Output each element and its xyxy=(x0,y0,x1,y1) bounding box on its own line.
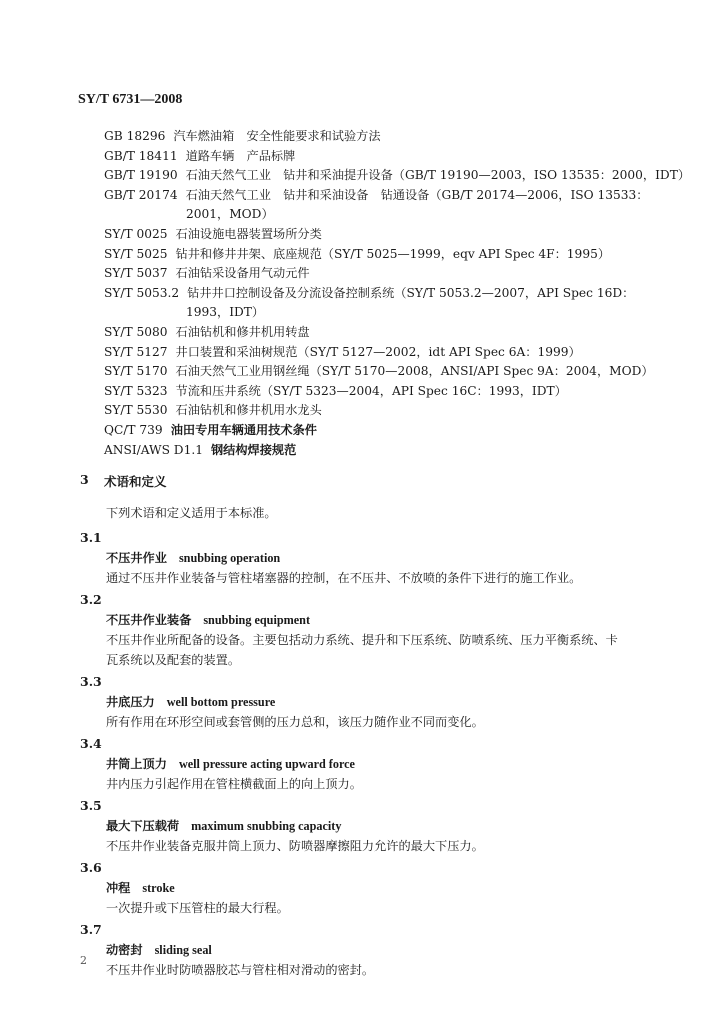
term-name-zh: 不压井作业 xyxy=(106,551,167,565)
reference-code: ANSI/AWS D1.1 xyxy=(104,442,203,457)
term-number: 3.4 xyxy=(80,736,102,751)
reference-item xyxy=(104,382,664,402)
reference-item xyxy=(104,245,664,265)
reference-item xyxy=(104,284,664,304)
term-name-zh: 不压井作业装备 xyxy=(106,613,192,627)
reference-title: 汽车燃油箱 安全性能要求和试验方法 xyxy=(173,129,381,143)
term-entry xyxy=(80,672,640,732)
term-name-zh: 最大下压载荷 xyxy=(106,819,180,833)
term-number: 3.5 xyxy=(80,798,102,813)
term-entry xyxy=(80,858,640,918)
reference-title: 石油钻机和修井机用转盘 xyxy=(175,324,310,339)
section-intro: 下列术语和定义适用于本标准。 xyxy=(106,506,277,520)
reference-title: 石油钻机和修井机用水龙头 xyxy=(175,403,322,418)
reference-title: 钻井井口控制设备及分流设备控制系统（SY/T 5053.2—2007，API Spec 16D： xyxy=(187,285,635,300)
term-name xyxy=(80,692,640,712)
reference-item xyxy=(104,441,664,461)
term-definition: 井内压力引起作用在管柱横截面上的向上顶力。 xyxy=(106,777,362,791)
term-definition: 不压井作业装备克服井筒上顶力、防喷器摩擦阻力允许的最大下压力。 xyxy=(106,839,484,853)
reference-continuation: 2001，MOD） xyxy=(186,207,274,222)
reference-item xyxy=(104,264,664,284)
term-entry xyxy=(80,734,640,794)
term-name-zh: 井底压力 xyxy=(106,695,155,709)
term-definition: 通过不压井作业装备与管柱堵塞器的控制，在不压井、不放喷的条件下进行的施工作业。 xyxy=(106,571,582,585)
reference-code: GB/T 19190 xyxy=(104,168,178,183)
term-number: 3.2 xyxy=(80,592,102,607)
term-number: 3.7 xyxy=(80,922,102,937)
reference-item xyxy=(104,421,664,441)
term-definition: 一次提升或下压管柱的最大行程。 xyxy=(106,901,289,915)
document-header: SY/T 6731—2008 xyxy=(78,92,183,107)
term-name-zh: 井筒上顶力 xyxy=(106,757,167,771)
reference-item xyxy=(104,362,664,382)
term-number: 3.3 xyxy=(80,674,102,689)
reference-item xyxy=(104,401,664,421)
term-name xyxy=(80,754,640,774)
reference-code: SY/T 5323 xyxy=(104,383,168,398)
term-definition-line: 不压井作业所配备的设备。主要包括动力系统、提升和下压系统、防喷系统、压力平衡系统、卡 xyxy=(106,633,618,647)
term-name-en: maximum snubbing capacity xyxy=(191,819,342,833)
reference-code: SY/T 0025 xyxy=(104,226,168,241)
reference-title: 石油设施电器装置场所分类 xyxy=(175,226,322,241)
reference-continuation: 1993，IDT） xyxy=(186,305,265,320)
reference-item xyxy=(104,343,664,363)
reference-title: 石油天然气工业 钻井和采油设备 钻通设备（GB/T 20174—2006，ISO 13533： xyxy=(185,187,649,202)
page-number: 2 xyxy=(80,954,87,967)
reference-code: SY/T 5170 xyxy=(104,364,168,379)
term-name-en: sliding seal xyxy=(154,943,212,957)
reference-title: 石油天然气工业 钻井和采油提升设备（GB/T 19190—2003，ISO 13535：2000，IDT） xyxy=(185,168,691,183)
reference-item xyxy=(104,166,691,186)
term-definition-continuation: 瓦系统以及配套的装置。 xyxy=(106,653,241,667)
terms-list xyxy=(80,528,640,982)
term-entry xyxy=(80,796,640,856)
reference-title: 井口装置和采油树规范（SY/T 5127—2002，idt API Spec 6A：1999） xyxy=(175,344,581,359)
term-name xyxy=(80,610,640,630)
term-name xyxy=(80,548,640,568)
reference-title: 道路车辆 产品标牌 xyxy=(185,148,296,163)
reference-code: SY/T 5127 xyxy=(104,344,168,359)
reference-item xyxy=(104,225,664,245)
term-name-en: snubbing equipment xyxy=(203,613,311,627)
reference-code: GB/T 20174 xyxy=(104,187,178,202)
reference-code: QC/T 739 xyxy=(104,422,163,437)
reference-item xyxy=(104,323,664,343)
reference-code: GB/T 18411 xyxy=(104,148,178,163)
term-name-en: stroke xyxy=(142,881,175,895)
term-entry xyxy=(80,528,640,588)
reference-title: 油田专用车辆通用技术条件 xyxy=(170,422,317,437)
section-title: 术语和定义 xyxy=(104,474,167,489)
term-entry xyxy=(80,590,640,670)
term-name-en: well pressure acting upward force xyxy=(178,757,355,771)
term-definition xyxy=(80,630,640,670)
reference-title: 钻井和修井井架、底座规范（SY/T 5025—1999，eqv API Spec 4F：1995） xyxy=(175,246,611,261)
section-number: 3 xyxy=(80,472,89,487)
term-name xyxy=(80,878,640,898)
reference-code: SY/T 5037 xyxy=(104,266,168,281)
term-name-zh: 动密封 xyxy=(106,943,143,957)
reference-item xyxy=(104,147,664,167)
reference-code: SY/T 5053.2 xyxy=(104,285,180,300)
term-name-en: snubbing operation xyxy=(178,551,281,565)
reference-title: 石油天然气工业用钢丝绳（SY/T 5170—2008，ANSI/API Spec 9A：2004，MOD） xyxy=(175,364,654,379)
term-entry xyxy=(80,920,640,980)
term-definition: 不压井作业时防喷器胶芯与管柱相对滑动的密封。 xyxy=(106,963,375,977)
term-name-zh: 冲程 xyxy=(106,881,131,895)
term-name-en: well bottom pressure xyxy=(166,695,276,709)
normative-references xyxy=(104,127,691,460)
reference-title: 钢结构焊接规范 xyxy=(210,442,297,457)
reference-title: 石油钻采设备用气动元件 xyxy=(175,266,310,281)
reference-code: SY/T 5080 xyxy=(104,324,168,339)
section-heading xyxy=(80,472,167,490)
term-name xyxy=(80,940,640,960)
term-number: 3.6 xyxy=(80,860,102,875)
term-number: 3.1 xyxy=(80,530,102,545)
term-definition: 所有作用在环形空间或套管侧的压力总和，该压力随作业不同而变化。 xyxy=(106,715,484,729)
reference-code: SY/T 5025 xyxy=(104,246,168,261)
term-name xyxy=(80,816,640,836)
reference-code: SY/T 5530 xyxy=(104,403,168,418)
reference-title: 节流和压井系统（SY/T 5323—2004，API Spec 16C：1993，IDT） xyxy=(175,383,567,398)
reference-item xyxy=(104,186,664,206)
reference-item xyxy=(104,127,664,147)
reference-code: GB 18296 xyxy=(104,129,166,143)
